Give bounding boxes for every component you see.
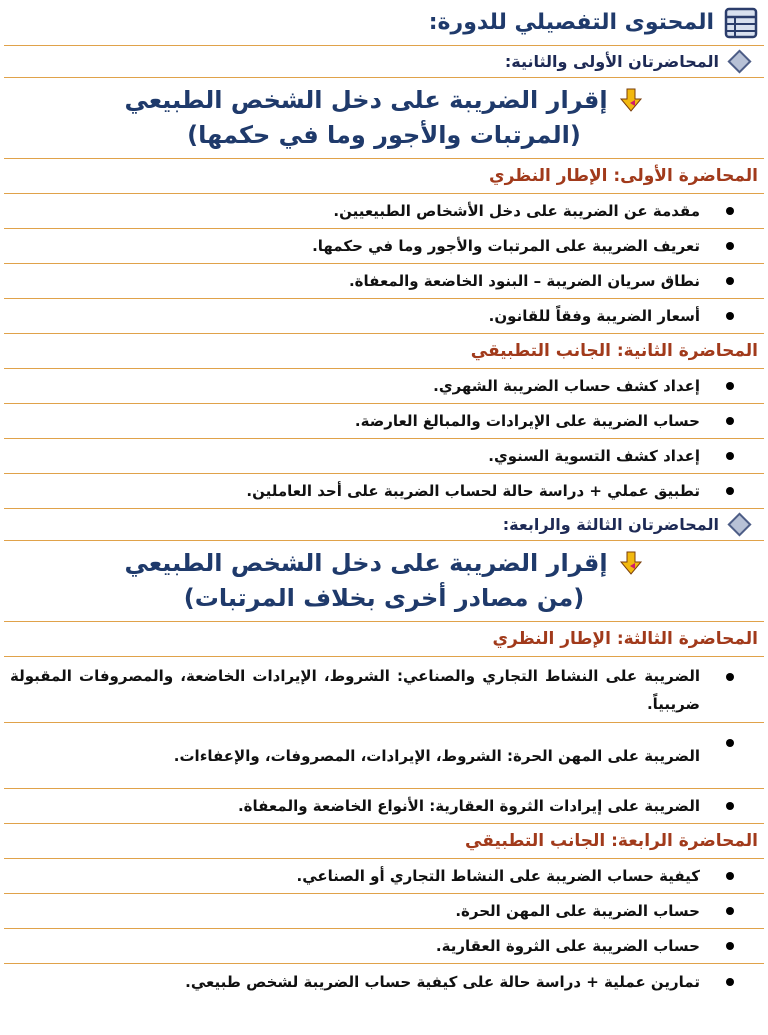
list-item: إعداد كشف حساب الضريبة الشهري. <box>4 369 764 404</box>
page-header <box>4 0 764 46</box>
bullet-icon <box>726 872 734 880</box>
lecture-heading: المحاضرة الثانية: الجانب التطبيقي <box>4 334 764 369</box>
unit-heading-2: المحاضرتان الثالثة والرابعة: <box>4 509 764 541</box>
list-item: حساب الضريبة على الثروة العقارية. <box>4 929 764 964</box>
list-item: حساب الضريبة على المهن الحرة. <box>4 894 764 929</box>
list-item: الضريبة على المهن الحرة: الشروط، الإيرادات، المصروفات، والإعفاءات. <box>4 723 764 789</box>
list-item: نطاق سريان الضريبة – البنود الخاضعة والمعفاة. <box>4 264 764 299</box>
down-arrow-icon <box>618 87 644 113</box>
bullet-icon <box>726 452 734 460</box>
list-item: أسعار الضريبة وفقاً للقانون. <box>4 299 764 334</box>
list-item: حساب الضريبة على الإيرادات والمبالغ العارضة. <box>4 404 764 439</box>
bullet-icon <box>726 242 734 250</box>
list-item: تطبيق عملي + دراسة حالة لحساب الضريبة على أحد العاملين. <box>4 474 764 509</box>
bullet-icon <box>726 312 734 320</box>
list-item: مقدمة عن الضريبة على دخل الأشخاص الطبيعيين. <box>4 194 764 229</box>
lecture-heading: المحاضرة الرابعة: الجانب التطبيقي <box>4 824 764 859</box>
lecture-heading: المحاضرة الأولى: الإطار النظري <box>4 159 764 194</box>
bullet-icon <box>726 802 734 810</box>
lecture-heading: المحاضرة الثالثة: الإطار النظري <box>4 622 764 657</box>
bullet-icon <box>726 739 734 747</box>
bullet-icon <box>726 382 734 390</box>
diamond-bullet-icon <box>727 512 751 536</box>
list-item: الضريبة على إيرادات الثروة العقارية: الأنواع الخاضعة والمعفاة. <box>4 789 764 824</box>
unit-topic-1 <box>4 78 764 159</box>
bullet-icon <box>726 207 734 215</box>
unit-topic-2 <box>4 541 764 622</box>
list-item: تمارين عملية + دراسة حالة على كيفية حساب الضريبة لشخص طبيعي. <box>4 964 764 999</box>
diamond-bullet-icon <box>727 49 751 73</box>
down-arrow-icon <box>618 550 644 576</box>
topic-title: إقرار الضريبة على دخل الشخص الطبيعي <box>124 549 608 577</box>
table-icon <box>724 7 758 39</box>
topic-subtitle: (المرتبات والأجور وما في حكمها) <box>187 121 581 149</box>
list-item: إعداد كشف التسوية السنوي. <box>4 439 764 474</box>
list-item: الضريبة على النشاط التجاري والصناعي: الشروط، الإيرادات الخاضعة، والمصروفات المقبولة ضريبياً. <box>4 657 764 723</box>
unit-heading-1: المحاضرتان الأولى والثانية: <box>4 46 764 78</box>
bullet-icon <box>726 487 734 495</box>
list-item: تعريف الضريبة على المرتبات والأجور وما في حكمها. <box>4 229 764 264</box>
bullet-icon <box>726 417 734 425</box>
bullet-icon <box>726 942 734 950</box>
bullet-icon <box>726 978 734 986</box>
bullet-icon <box>726 673 734 681</box>
bullet-icon <box>726 907 734 915</box>
topic-subtitle: (من مصادر أخرى بخلاف المرتبات) <box>183 584 585 612</box>
topic-title: إقرار الضريبة على دخل الشخص الطبيعي <box>124 86 608 114</box>
page-title: المحتوى التفصيلي للدورة: <box>428 10 714 35</box>
bullet-icon <box>726 277 734 285</box>
list-item: كيفية حساب الضريبة على النشاط التجاري أو الصناعي. <box>4 859 764 894</box>
